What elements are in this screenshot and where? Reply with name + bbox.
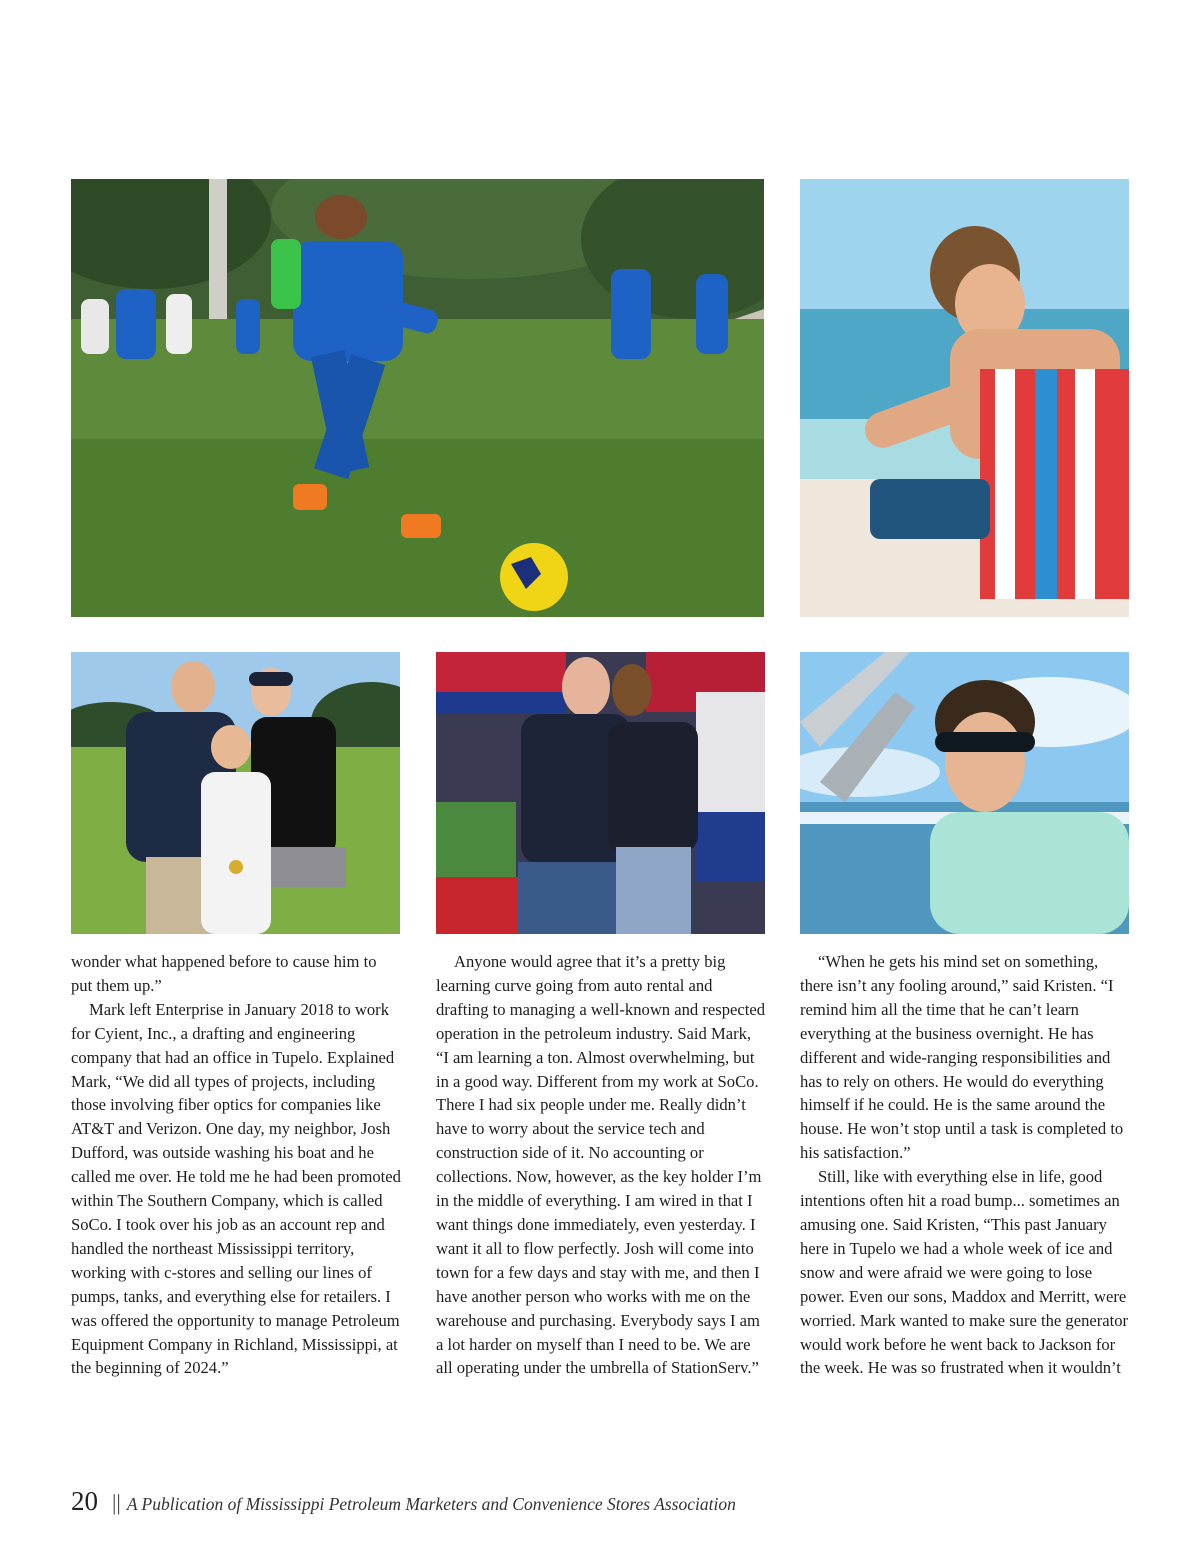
footer-separator: || bbox=[112, 1490, 121, 1515]
paragraph: Still, like with everything else in life, good intentions often hit a road bump... sometimes an amusing one. Said Kristen, “This past January here in Tupelo we had a whole week of ice and snow and were afraid we were going to lose power. Even our sons, Maddox and Merritt, were worried. Mark wanted to make sure the generator would work before he went back to Jackson for the week. He was so frustrated when it wouldn’t bbox=[800, 1167, 1129, 1378]
article-column-1 bbox=[71, 950, 401, 1380]
paragraph: “When he gets his mind set on something, there isn’t any fooling around,” said Kristen. “I remind him all the time that he can’t learn everything at the business overnight. He has different and wide-ranging responsibilities and has to rely on others. He would do everything himself if he could. He is the same around the house. He won’t stop until a task is completed to his satisfaction.” bbox=[800, 952, 1124, 1163]
couple-tailgate-photo bbox=[436, 652, 765, 934]
paragraph: Mark left Enterprise in January 2018 to work for Cyient, Inc., a drafting and engineering company that had an office in Tupelo. Explained Mark, “We did all types of projects, including those involving fiber optics for companies like AT&T and Verizon. One day, my neighbor, Josh Dufford, was outside washing his boat and he called me over. He told me he had been promoted within The Southern Company, which is called SoCo. I took over his job as an account rep and handled the northeast Mississippi territory, working with c-stores and selling our lines of pumps, tanks, and everything else for retailers. I was offered the opportunity to manage Petroleum Equipment Company in Richland, Mississippi, at the beginning of 2024.” bbox=[71, 999, 401, 1378]
paragraph: Anyone would agree that it’s a pretty big learning curve going from auto rental and drafting to managing a well-known and respected operation in the petroleum industry. Said Mark, “I am learning a ton. Almost overwhelming, but in a good way. Different from my work at SoCo. There I had six people under me. Really didn’t have to worry about the service tech and construction side of it. No accounting or collections. Now, however, as the key holder I’m in the middle of everything. I am wired in that I want things done immediately, even yesterday. I want it all to flow perfectly. Josh will come into town for a few days and stay with me, and then I have another person who works with me on the warehouse and purchasing. Everybody says I am a lot harder on myself than I need to be. We are all operating under the umbrella of StationServ.” bbox=[436, 952, 765, 1378]
page-footer bbox=[71, 1486, 736, 1522]
soccer-photo bbox=[71, 179, 764, 617]
beach-photo bbox=[800, 179, 1129, 617]
paragraph: wonder what happened before to cause him to put them up.” bbox=[71, 952, 377, 995]
page-number: 20 bbox=[71, 1486, 98, 1516]
article-column-3 bbox=[800, 950, 1130, 1380]
article-column-2 bbox=[436, 950, 766, 1380]
publication-name: A Publication of Mississippi Petroleum Marketers and Convenience Stores Association bbox=[126, 1494, 736, 1514]
boy-boat-photo bbox=[800, 652, 1129, 934]
family-field-photo bbox=[71, 652, 400, 934]
